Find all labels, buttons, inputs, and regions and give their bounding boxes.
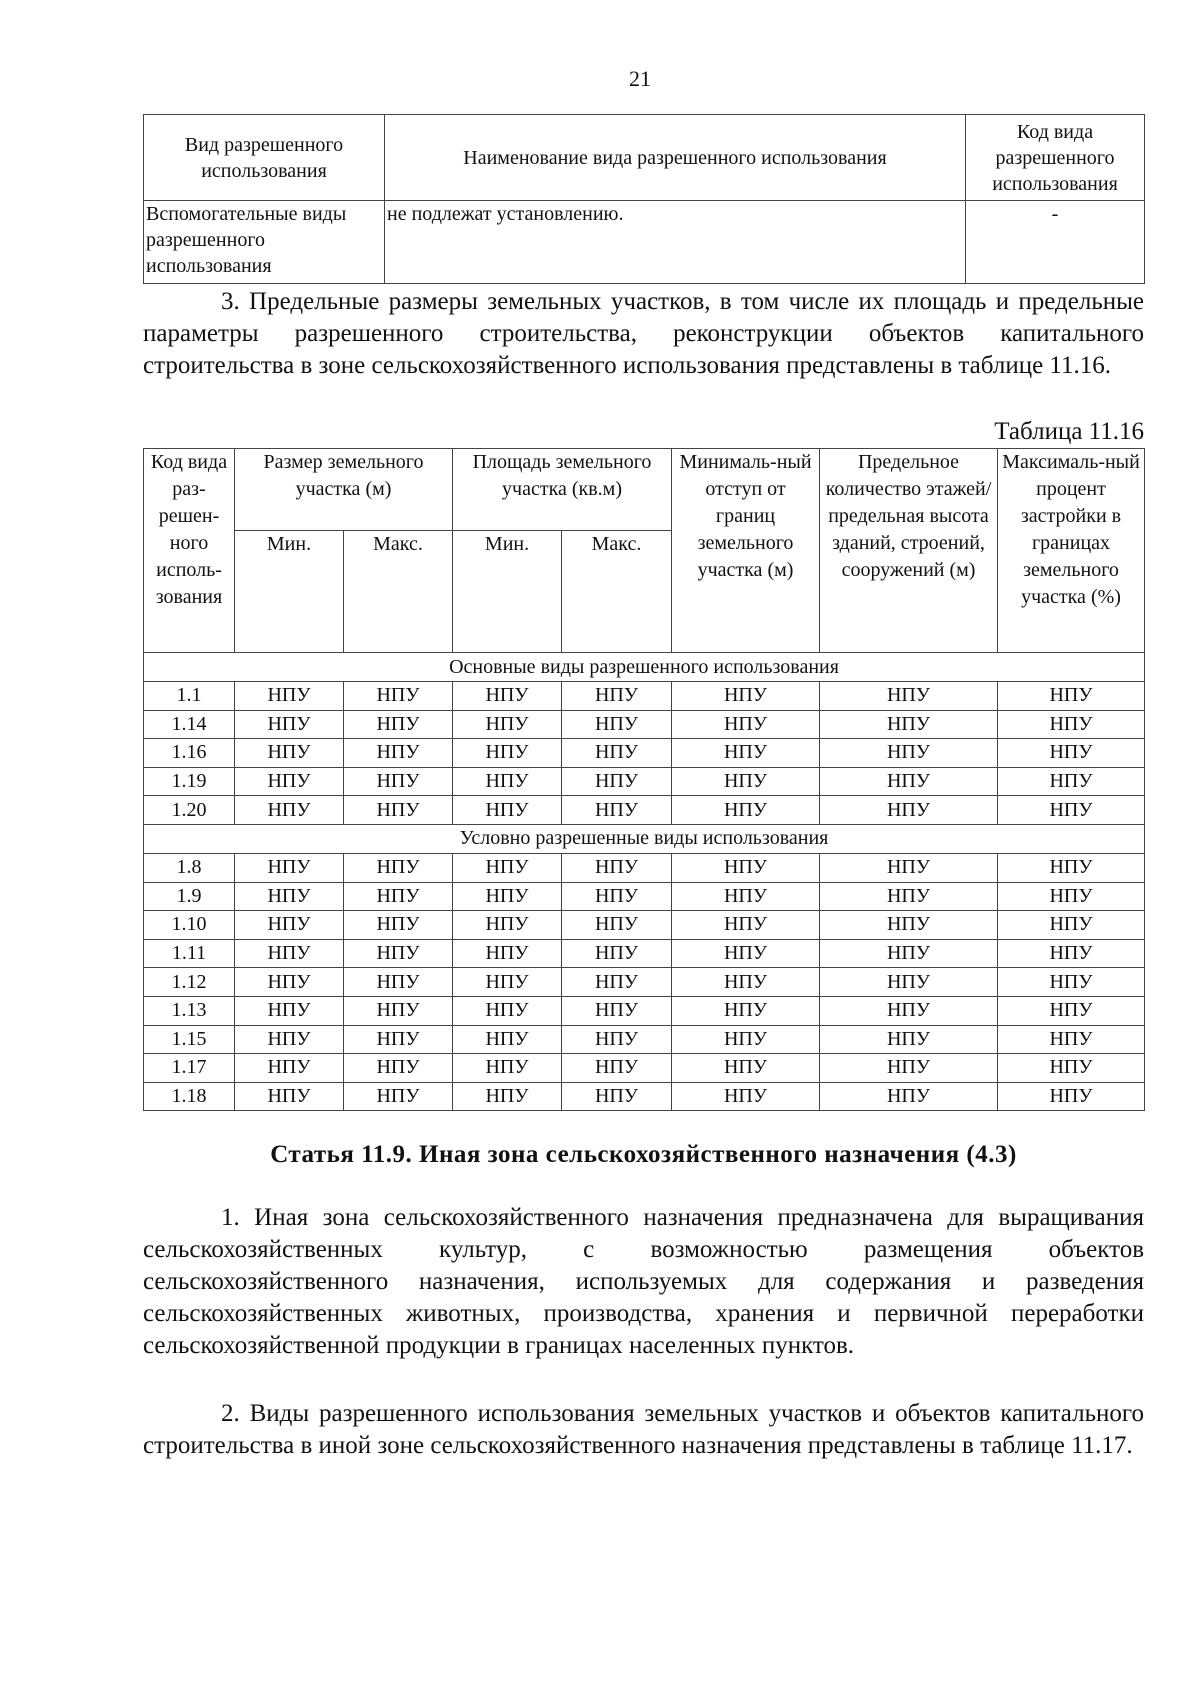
cell-code: 1.8	[144, 853, 235, 882]
cell-value: НПУ	[820, 996, 998, 1025]
cell-value: НПУ	[998, 682, 1145, 711]
cell-value: НПУ	[998, 853, 1145, 882]
cell-value: НПУ	[562, 1082, 672, 1111]
cell-code: 1.11	[144, 939, 235, 968]
cell-code: 1.1	[144, 682, 235, 711]
cell-value: НПУ	[453, 939, 562, 968]
table-row	[144, 682, 1145, 711]
cell-code: 1.9	[144, 882, 235, 911]
cell-value: НПУ	[235, 682, 344, 711]
table-row	[144, 1054, 1145, 1083]
header-use-type: Вид разрешенного использования	[144, 115, 385, 201]
section-row	[144, 824, 1145, 853]
limits-header-row-1	[144, 449, 1145, 531]
cell-value: НПУ	[235, 739, 344, 768]
cell-value: НПУ	[453, 739, 562, 768]
cell-value: НПУ	[562, 710, 672, 739]
cell-value: НПУ	[998, 739, 1145, 768]
cell-value: НПУ	[344, 796, 453, 825]
header-area-min: Мин.	[453, 531, 562, 653]
cell-value: НПУ	[820, 1054, 998, 1083]
cell-value: НПУ	[453, 968, 562, 997]
section-row	[144, 653, 1145, 682]
table-caption: Таблица 11.16	[994, 418, 1144, 445]
paragraph-3	[143, 286, 1144, 382]
cell-code: 1.14	[144, 710, 235, 739]
cell-use-code: -	[966, 201, 1145, 284]
cell-value: НПУ	[453, 767, 562, 796]
header-code: Код вида раз-решен-ного исполь-зования	[144, 449, 235, 653]
cell-value: НПУ	[672, 682, 820, 711]
cell-value: НПУ	[235, 939, 344, 968]
cell-value: НПУ	[672, 796, 820, 825]
cell-value: НПУ	[672, 767, 820, 796]
cell-value: НПУ	[998, 710, 1145, 739]
cell-value: НПУ	[998, 996, 1145, 1025]
cell-value: НПУ	[562, 853, 672, 882]
cell-value: НПУ	[453, 682, 562, 711]
cell-value: НПУ	[344, 996, 453, 1025]
cell-value: НПУ	[235, 968, 344, 997]
cell-value: НПУ	[562, 796, 672, 825]
cell-value: НПУ	[562, 682, 672, 711]
cell-value: НПУ	[820, 882, 998, 911]
header-floors: Предельное количество этажей/ предельная высота зданий, строений, сооружений (м)	[820, 449, 998, 653]
cell-value: НПУ	[344, 739, 453, 768]
cell-code: 1.17	[144, 1054, 235, 1083]
header-plot-area: Площадь земельного участка (кв.м)	[453, 449, 672, 531]
cell-value: НПУ	[820, 853, 998, 882]
cell-value: НПУ	[820, 767, 998, 796]
cell-value: НПУ	[562, 882, 672, 911]
cell-code: 1.20	[144, 796, 235, 825]
cell-value: НПУ	[235, 710, 344, 739]
cell-value: НПУ	[344, 853, 453, 882]
cell-value: НПУ	[998, 1082, 1145, 1111]
cell-value: НПУ	[562, 911, 672, 940]
cell-value: НПУ	[235, 882, 344, 911]
cell-value: НПУ	[820, 1082, 998, 1111]
table-row	[144, 1082, 1145, 1111]
section-title: Основные виды разрешенного использования	[144, 653, 1145, 682]
cell-code: 1.13	[144, 996, 235, 1025]
cell-value: НПУ	[453, 996, 562, 1025]
table-row	[144, 201, 1145, 284]
cell-code: 1.19	[144, 767, 235, 796]
cell-value: НПУ	[562, 739, 672, 768]
table-row	[144, 911, 1145, 940]
cell-value: НПУ	[562, 1025, 672, 1054]
header-use-code: Код вида разрешенного использования	[966, 115, 1145, 201]
cell-use-type: Вспомогательные виды разрешенного использования	[144, 201, 385, 284]
cell-code: 1.15	[144, 1025, 235, 1054]
cell-value: НПУ	[998, 939, 1145, 968]
table-row	[144, 739, 1145, 768]
header-use-name: Наименование вида разрешенного использования	[385, 115, 966, 201]
cell-value: НПУ	[453, 882, 562, 911]
cell-value: НПУ	[672, 882, 820, 911]
cell-value: НПУ	[344, 939, 453, 968]
header-setback: Минималь-ный отступ от границ земельного участка (м)	[672, 449, 820, 653]
table-row	[144, 767, 1145, 796]
cell-value: НПУ	[672, 1082, 820, 1111]
cell-value: НПУ	[998, 882, 1145, 911]
section-title: Условно разрешенные виды использования	[144, 824, 1145, 853]
cell-value: НПУ	[672, 710, 820, 739]
cell-value: НПУ	[562, 1054, 672, 1083]
limits-table	[143, 448, 1145, 1111]
cell-value: НПУ	[672, 968, 820, 997]
cell-code: 1.18	[144, 1082, 235, 1111]
cell-use-name: не подлежат установлению.	[385, 201, 966, 284]
cell-value: НПУ	[672, 996, 820, 1025]
cell-value: НПУ	[998, 911, 1145, 940]
cell-value: НПУ	[344, 911, 453, 940]
table-row	[144, 968, 1145, 997]
limits-table-body	[144, 653, 1145, 1111]
cell-value: НПУ	[998, 1054, 1145, 1083]
cell-value: НПУ	[235, 767, 344, 796]
cell-value: НПУ	[562, 939, 672, 968]
cell-value: НПУ	[453, 1082, 562, 1111]
article-paragraph-2	[143, 1398, 1144, 1462]
cell-value: НПУ	[453, 853, 562, 882]
cell-value: НПУ	[562, 968, 672, 997]
cell-value: НПУ	[820, 911, 998, 940]
cell-value: НПУ	[820, 968, 998, 997]
header-coverage: Максималь-ный процент застройки в границах земельного участка (%)	[998, 449, 1145, 653]
cell-value: НПУ	[344, 1025, 453, 1054]
table-row	[144, 996, 1145, 1025]
cell-value: НПУ	[453, 1054, 562, 1083]
cell-value: НПУ	[344, 767, 453, 796]
cell-value: НПУ	[820, 796, 998, 825]
cell-value: НПУ	[672, 739, 820, 768]
article-paragraph-1	[143, 1202, 1144, 1362]
cell-value: НПУ	[672, 1054, 820, 1083]
article-paragraph-2-text: 2. Виды разрешенного использования земельных участков и объектов капитального строительства в иной зоне сельскохозяйственного назначения представлены в таблице 11.17.	[143, 1400, 1144, 1459]
cell-value: НПУ	[820, 1025, 998, 1054]
cell-value: НПУ	[998, 1025, 1145, 1054]
cell-value: НПУ	[344, 682, 453, 711]
table-row	[144, 882, 1145, 911]
cell-value: НПУ	[998, 767, 1145, 796]
cell-value: НПУ	[453, 911, 562, 940]
article-paragraph-1-text: 1. Иная зона сельскохозяйственного назначения предназначена для выращивания сельскохозяйственных культур, с возможностью размещения объектов сельскохозяйственного назначения, используемых для содержания и разведения сельскохозяйственных животных, производства, хранения и первичной переработки сельскохозяйственной продукции в границах населенных пунктов.	[143, 1204, 1144, 1359]
table-header-row	[144, 115, 1145, 201]
cell-value: НПУ	[672, 853, 820, 882]
cell-value: НПУ	[453, 1025, 562, 1054]
cell-value: НПУ	[562, 767, 672, 796]
article-title: Статья 11.9. Иная зона сельскохозяйственного назначения (4.3)	[270, 1141, 1017, 1168]
header-size-max: Макс.	[344, 531, 453, 653]
cell-value: НПУ	[453, 710, 562, 739]
cell-value: НПУ	[235, 996, 344, 1025]
cell-value: НПУ	[344, 1082, 453, 1111]
cell-value: НПУ	[235, 1054, 344, 1083]
cell-value: НПУ	[344, 1054, 453, 1083]
cell-value: НПУ	[235, 853, 344, 882]
cell-code: 1.10	[144, 911, 235, 940]
header-plot-size: Размер земельного участка (м)	[235, 449, 453, 531]
cell-value: НПУ	[820, 739, 998, 768]
page-number: 21	[629, 66, 651, 91]
cell-value: НПУ	[235, 796, 344, 825]
table-row	[144, 1025, 1145, 1054]
cell-value: НПУ	[998, 968, 1145, 997]
cell-value: НПУ	[820, 682, 998, 711]
cell-value: НПУ	[235, 1082, 344, 1111]
cell-value: НПУ	[344, 968, 453, 997]
cell-value: НПУ	[820, 710, 998, 739]
header-size-min: Мин.	[235, 531, 344, 653]
permitted-use-table	[143, 114, 1145, 284]
cell-value: НПУ	[453, 796, 562, 825]
cell-value: НПУ	[235, 911, 344, 940]
cell-value: НПУ	[344, 882, 453, 911]
cell-value: НПУ	[672, 911, 820, 940]
cell-value: НПУ	[672, 939, 820, 968]
cell-value: НПУ	[562, 996, 672, 1025]
table-row	[144, 939, 1145, 968]
cell-code: 1.16	[144, 739, 235, 768]
table-row	[144, 710, 1145, 739]
table-row	[144, 796, 1145, 825]
cell-value: НПУ	[235, 1025, 344, 1054]
cell-code: 1.12	[144, 968, 235, 997]
table-row	[144, 853, 1145, 882]
cell-value: НПУ	[672, 1025, 820, 1054]
header-area-max: Макс.	[562, 531, 672, 653]
cell-value: НПУ	[344, 710, 453, 739]
paragraph-3-text: 3. Предельные размеры земельных участков, в том числе их площадь и предельные параметры разрешенного строительства, реконструкции объектов капитального строительства в зоне сельскохозяйственного использования представлены в таблице 11.16.	[143, 288, 1144, 379]
cell-value: НПУ	[820, 939, 998, 968]
cell-value: НПУ	[998, 796, 1145, 825]
